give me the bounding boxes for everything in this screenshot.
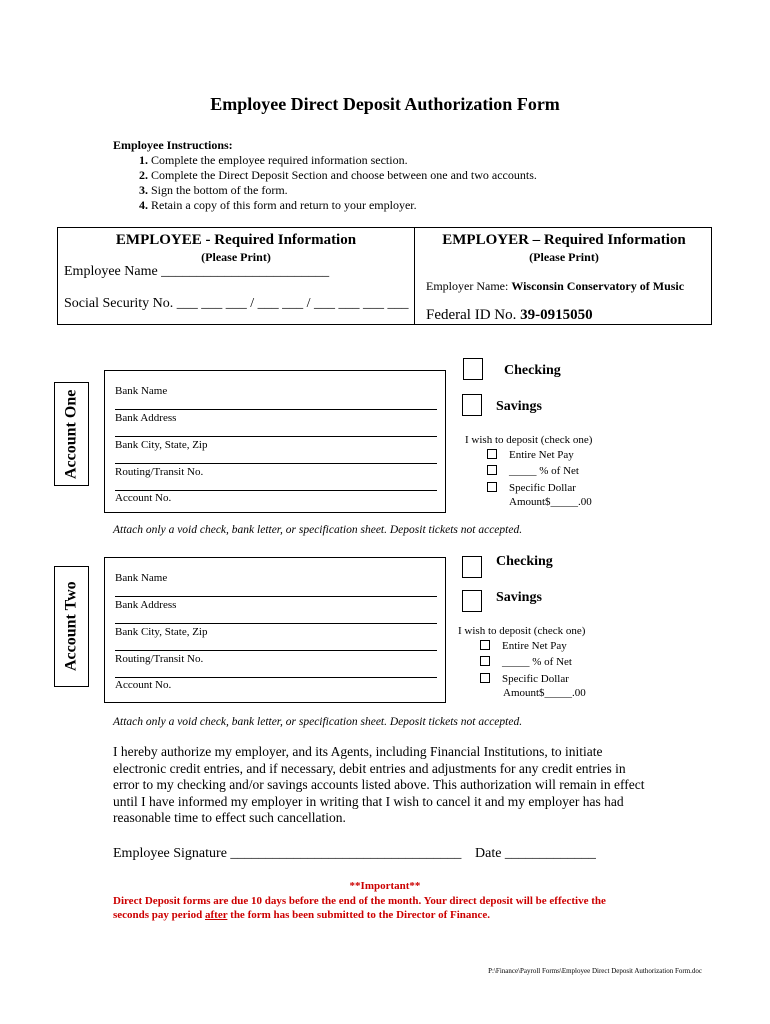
employer-name-value: Wisconsin Conservatory of Music <box>511 279 685 293</box>
ssn-field[interactable]: Social Security No. ___ ___ ___ / ___ ___ / ___ ___ ___ ___ <box>64 296 409 311</box>
checkbox-icon[interactable] <box>487 465 497 475</box>
option-percent-net[interactable] <box>487 465 579 477</box>
deposit-choice-heading: I wish to deposit (check one) <box>465 434 593 446</box>
important-text-end: the form has been submitted to the Director of Finance. <box>227 909 491 921</box>
bank-city-label: Bank City, State, Zip <box>115 626 208 638</box>
savings-checkbox[interactable] <box>462 590 482 612</box>
option-label: Specific Dollar <box>502 673 569 685</box>
bank-name-line[interactable] <box>115 409 437 410</box>
employer-header: EMPLOYER – Required Information <box>442 232 686 248</box>
employer-please-print: (Please Print) <box>529 250 599 264</box>
info-box <box>57 227 712 325</box>
checking-checkbox[interactable] <box>463 358 483 380</box>
account-one-label-box <box>54 382 89 486</box>
checkbox-icon[interactable] <box>480 673 490 683</box>
checkbox-icon[interactable] <box>480 640 490 650</box>
routing-line[interactable] <box>115 677 437 678</box>
employee-name-field[interactable]: Employee Name ________________________ <box>64 264 330 279</box>
option-percent-net[interactable] <box>480 656 572 668</box>
bank-address-line[interactable] <box>115 623 437 624</box>
employee-header: EMPLOYEE - Required Information <box>115 232 357 248</box>
important-heading: **Important** <box>349 880 421 892</box>
account-two-label-box <box>54 566 89 687</box>
bank-city-label: Bank City, State, Zip <box>115 439 208 451</box>
authorization-text: I hereby authorize my employer, and its Agents, including Financial Institutions, to initiate electronic credit entries, and if necessary, debit entries and adjustments for any credit entries in error to my checking and/or savings accounts listed above. This authorization will remain in effect until I have informed my employer in writing that I wish to cancel it and my employer has had reasonable time to effect such cancellation. <box>113 744 645 825</box>
option-entire-net[interactable] <box>480 640 567 652</box>
federal-id-row <box>426 307 593 324</box>
account-two-box <box>104 557 446 703</box>
important-text-start: Direct Deposit forms are due 10 days before the end of the month. Your direct deposit will be effective the seconds pay period <box>113 895 606 921</box>
routing-label: Routing/Transit No. <box>115 653 204 665</box>
amount-field[interactable]: Amount$_____.00 <box>509 496 592 508</box>
option-specific-dollar[interactable] <box>480 673 569 685</box>
employer-name-row <box>426 279 684 294</box>
savings-label: Savings <box>496 399 542 414</box>
savings-checkbox[interactable] <box>462 394 482 416</box>
employee-signature-field[interactable]: Employee Signature _________________________________ <box>113 846 462 861</box>
bank-name-label: Bank Name <box>115 572 168 584</box>
account-one-label: Account One <box>62 389 80 479</box>
attach-note: Attach only a void check, bank letter, or specification sheet. Deposit tickets not accepted. <box>113 716 523 728</box>
instruction-step: 4. Retain a copy of this form and return to your employer. <box>151 198 537 213</box>
checking-label: Checking <box>504 363 561 378</box>
checkbox-icon[interactable] <box>487 449 497 459</box>
federal-id-label: Federal ID No. <box>426 307 521 323</box>
routing-label: Routing/Transit No. <box>115 466 204 478</box>
signature-date-field[interactable]: Date _____________ <box>475 846 596 861</box>
employee-please-print: (Please Print) <box>201 250 271 264</box>
instruction-step: 2. Complete the Direct Deposit Section and choose between one and two accounts. <box>151 168 537 183</box>
bank-city-line[interactable] <box>115 463 437 464</box>
employer-name-label: Employer Name: <box>426 279 512 293</box>
instructions-list <box>113 153 537 213</box>
option-entire-net[interactable] <box>487 449 574 461</box>
option-label: _____ % of Net <box>502 656 572 668</box>
routing-line[interactable] <box>115 490 437 491</box>
checking-label: Checking <box>496 554 553 569</box>
bank-address-label: Bank Address <box>115 412 177 424</box>
attach-note: Attach only a void check, bank letter, or specification sheet. Deposit tickets not accepted. <box>113 524 523 536</box>
account-two-label: Account Two <box>62 581 80 672</box>
bank-city-line[interactable] <box>115 650 437 651</box>
instruction-step: 3. Sign the bottom of the form. <box>151 183 537 198</box>
option-label: Entire Net Pay <box>502 640 567 652</box>
instructions <box>113 138 537 213</box>
account-one-box <box>104 370 446 513</box>
important-text <box>113 894 643 922</box>
footer-file-path: P:\Finance\Payroll Forms\Employee Direct Deposit Authorization Form.doc <box>488 967 702 975</box>
bank-name-label: Bank Name <box>115 385 168 397</box>
option-label: Entire Net Pay <box>509 449 574 461</box>
account-no-label: Account No. <box>115 679 172 691</box>
bank-address-label: Bank Address <box>115 599 177 611</box>
account-no-label: Account No. <box>115 492 172 504</box>
instructions-heading: Employee Instructions: <box>113 138 233 152</box>
option-label: _____ % of Net <box>509 465 579 477</box>
deposit-choice-heading: I wish to deposit (check one) <box>458 625 586 637</box>
checking-checkbox[interactable] <box>462 556 482 578</box>
checkbox-icon[interactable] <box>480 656 490 666</box>
savings-label: Savings <box>496 590 542 605</box>
important-emphasis: after <box>205 909 228 921</box>
amount-field[interactable]: Amount$_____.00 <box>503 687 586 699</box>
option-label: Specific Dollar <box>509 482 576 494</box>
option-specific-dollar[interactable] <box>487 482 576 494</box>
instruction-step: 1. Complete the employee required information section. <box>151 153 537 168</box>
bank-name-line[interactable] <box>115 596 437 597</box>
federal-id-value: 39-0915050 <box>520 307 593 323</box>
bank-address-line[interactable] <box>115 436 437 437</box>
checkbox-icon[interactable] <box>487 482 497 492</box>
form-title: Employee Direct Deposit Authorization Form <box>210 94 560 114</box>
